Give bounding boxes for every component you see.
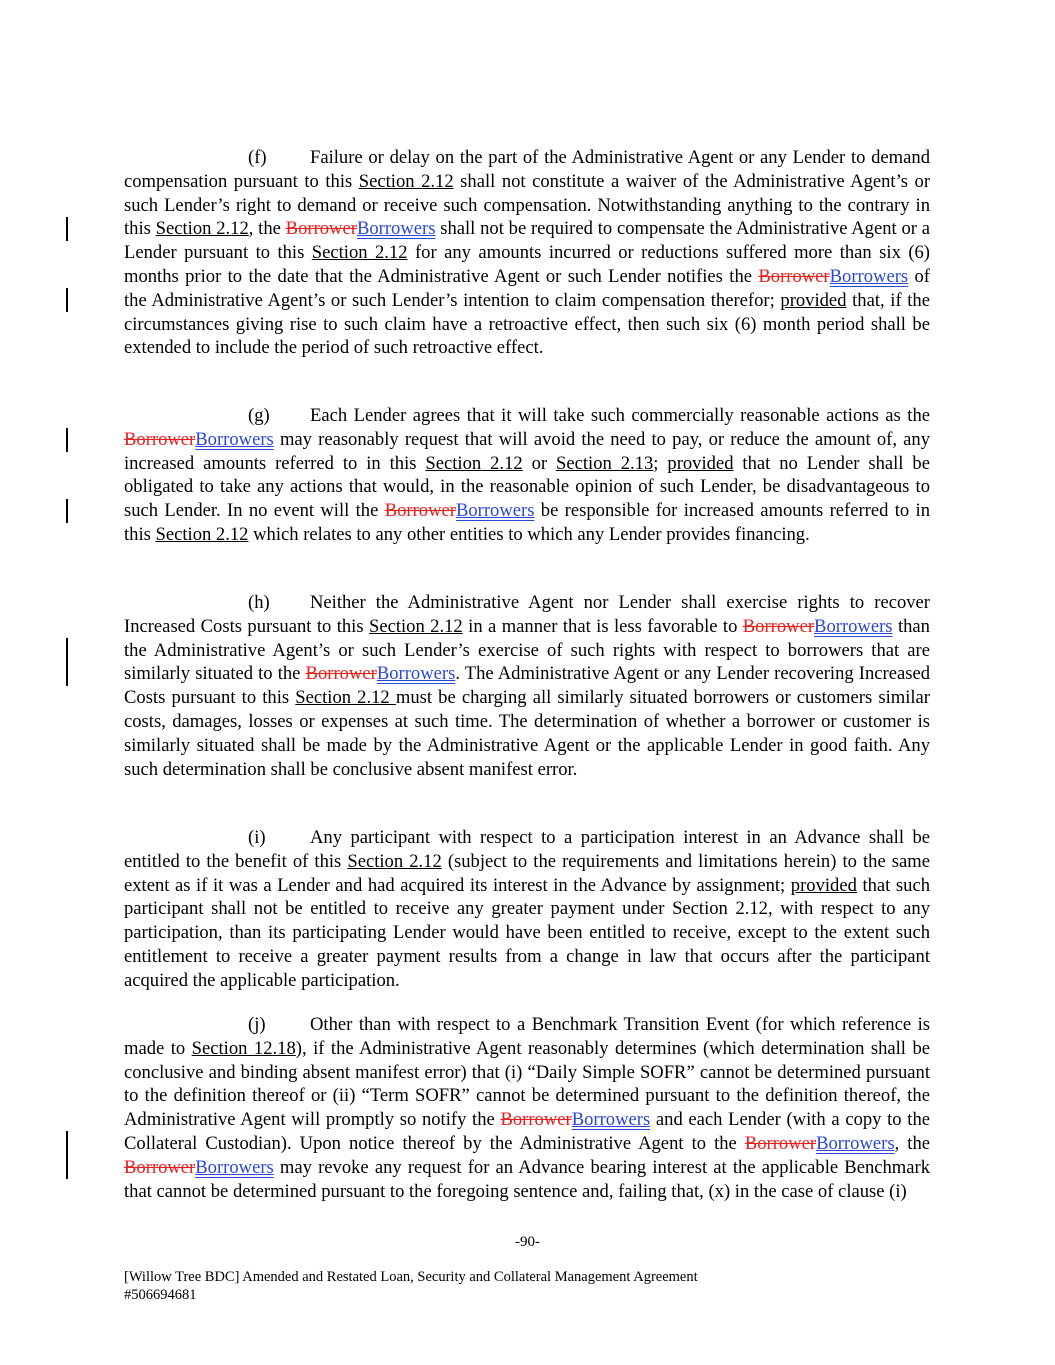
- section-reference: Section 2.12: [347, 850, 442, 872]
- inserted-text: Borrowers: [356, 218, 436, 240]
- footer-doc-id: #506694681: [124, 1287, 197, 1303]
- paragraph-label: (j): [248, 1014, 266, 1035]
- body-text: , the: [248, 218, 286, 240]
- section-reference: Section 2.12: [295, 687, 396, 709]
- section-reference: Section 2.13: [556, 452, 654, 474]
- section-reference: Section 2.12: [358, 170, 454, 192]
- section-reference: provided: [667, 452, 734, 474]
- body-text: . The Administrative Agent or any Lender recovering Increased Costs pursuant to this: [124, 663, 931, 709]
- deleted-text: Borrower: [744, 1132, 817, 1154]
- deleted-text: Borrower: [500, 1109, 572, 1131]
- change-bar: [66, 499, 68, 523]
- paragraph-body: [124, 827, 930, 991]
- deleted-text: Borrower: [124, 428, 196, 450]
- body-text: of the Administrative Agent’s or such Lender’s intention to claim compensation therefor;: [124, 265, 930, 311]
- body-text: (subject to the requirements and limitations herein) to the same extent as if it was a Lender and had acquired its interest in the Advance by assignment;: [124, 850, 930, 896]
- inserted-text: Borrowers: [816, 1132, 895, 1154]
- body-text: for any amounts incurred or reductions suffered more than six (6) months prior to the date that the Administrative Agent or such Lender notifies the: [124, 242, 930, 287]
- deleted-text: Borrower: [742, 615, 815, 637]
- paragraph-label: (g): [248, 405, 270, 426]
- page-number: -90-: [515, 1234, 540, 1250]
- body-text: Any participant with respect to a participation interest in an Advance shall be entitled to the benefit of this: [124, 827, 930, 872]
- change-bar: [66, 638, 68, 686]
- body-text: may reasonably request that will avoid the need to pay, or reduce the amount of, any increased amounts referred to in this: [124, 428, 930, 474]
- body-text: shall not be required to compensate the Administrative Agent or a Lender pursuant to this: [124, 218, 930, 264]
- section-reference: provided: [790, 874, 857, 896]
- paragraph-label: (f): [248, 147, 267, 168]
- deleted-text: Borrower: [124, 1156, 196, 1178]
- body-text: or: [522, 452, 557, 474]
- body-text: Failure or delay on the part of the Administrative Agent or any Lender to demand compensation pursuant to this: [124, 147, 930, 192]
- body-text: Neither the Administrative Agent nor Lender shall exercise rights to recover Increased Costs pursuant to this: [124, 592, 930, 637]
- section-reference: Section 12.18: [191, 1037, 296, 1059]
- body-text: ), if the Administrative Agent reasonably determines (which determination shall be conclusive and binding absent manifest error) that (i) “Daily Simple SOFR” cannot be determined pursuant to the definition thereof or (ii) “Term SOFR” cannot be determined pursuant to the definition thereof, the Administrative Agent will promptly so notify the: [124, 1037, 930, 1131]
- section-reference: Section 2.12: [155, 523, 249, 545]
- section-reference: provided: [780, 289, 847, 311]
- body-text: Other than with respect to a Benchmark Transition Event (for which reference is made to: [124, 1014, 930, 1059]
- inserted-text: Borrowers: [195, 1156, 274, 1178]
- body-text: that no Lender shall be obligated to take any actions that would, in the reasonable opinion of such Lender, be disadvantageous to such Lender. In no event will the: [124, 452, 930, 522]
- deleted-text: Borrower: [384, 500, 456, 522]
- deleted-text: Borrower: [758, 265, 830, 287]
- body-text: than the Administrative Agent’s or such Lender’s exercise of such rights with respect to borrowers that are similarly situated to the: [124, 615, 930, 685]
- inserted-text: Borrowers: [829, 265, 909, 287]
- paragraph-f: [124, 146, 930, 360]
- body-text: in a manner that is less favorable to: [462, 615, 743, 637]
- body-text: which relates to any other entities to which any Lender provides financing.: [248, 523, 810, 545]
- body-text: be responsible for increased amounts referred to in this: [124, 500, 930, 545]
- section-reference: Section 2.12: [425, 452, 523, 474]
- inserted-text: Borrowers: [455, 500, 535, 522]
- section-reference: Section 2.12: [369, 615, 463, 637]
- paragraph-j: [124, 1013, 930, 1203]
- paragraph-label: (i): [248, 827, 266, 848]
- inserted-text: Borrowers: [814, 615, 893, 637]
- footer-title: [Willow Tree BDC] Amended and Restated Loan, Security and Collateral Management Agreement: [124, 1269, 698, 1285]
- deleted-text: Borrower: [305, 663, 377, 685]
- section-reference: Section 2.12: [155, 218, 249, 240]
- inserted-text: Borrowers: [571, 1109, 651, 1131]
- paragraph-h: [124, 591, 930, 781]
- paragraph-g: [124, 404, 930, 547]
- body-text: Each Lender agrees that it will take such commercially reasonable actions as the: [310, 405, 930, 426]
- paragraph-body: [124, 405, 930, 545]
- deleted-text: Borrower: [285, 218, 357, 240]
- body-text: that such participant shall not be entitled to receive any greater payment under Section 2.12, with respect to any participation, than its participating Lender would have been entitled to receive, except to the extent such entitlement to receive a greater payment results from a change in law that occurs after the participant acquired the applicable participation.: [124, 874, 930, 991]
- inserted-text: Borrowers: [195, 428, 274, 450]
- footer: [124, 1268, 698, 1304]
- paragraph-i: [124, 826, 930, 993]
- body-text: may revoke any request for an Advance bearing interest at the applicable Benchmark that cannot be determined pursuant to the foregoing sentence and, failing that, (x) in the case of clause (i): [124, 1156, 930, 1202]
- section-reference: Section 2.12: [311, 242, 408, 264]
- body-text: must be charging all similarly situated borrowers or customers similar costs, damages, losses or expenses at such time. The determination of whether a borrower or customer is similarly situated shall be made by the Administrative Agent or the applicable Lender in good faith. Any such determination shall be conclusive absent manifest error.: [124, 687, 930, 780]
- paragraph-label: (h): [248, 592, 270, 613]
- body-text: , the: [894, 1132, 930, 1154]
- change-bar: [66, 428, 68, 452]
- body-text: shall not constitute a waiver of the Administrative Agent’s or such Lender’s right to demand or receive such compensation. Notwithstanding anything to the contrary in this: [124, 170, 931, 240]
- paragraph-body: [124, 1014, 930, 1202]
- body-text: and each Lender (with a copy to the Collateral Custodian). Upon notice thereof by the Administrative Agent to the: [124, 1109, 930, 1154]
- change-bar: [66, 1131, 68, 1179]
- change-bar: [66, 217, 68, 241]
- inserted-text: Borrowers: [376, 663, 456, 685]
- body-text: that, if the circumstances giving rise to such claim have a retroactive effect, then such six (6) month period shall be extended to include the period of such retroactive effect.: [124, 289, 930, 359]
- paragraph-body: [124, 147, 930, 358]
- change-bar: [66, 288, 68, 312]
- body-text: ;: [653, 452, 668, 474]
- paragraph-body: [124, 592, 930, 780]
